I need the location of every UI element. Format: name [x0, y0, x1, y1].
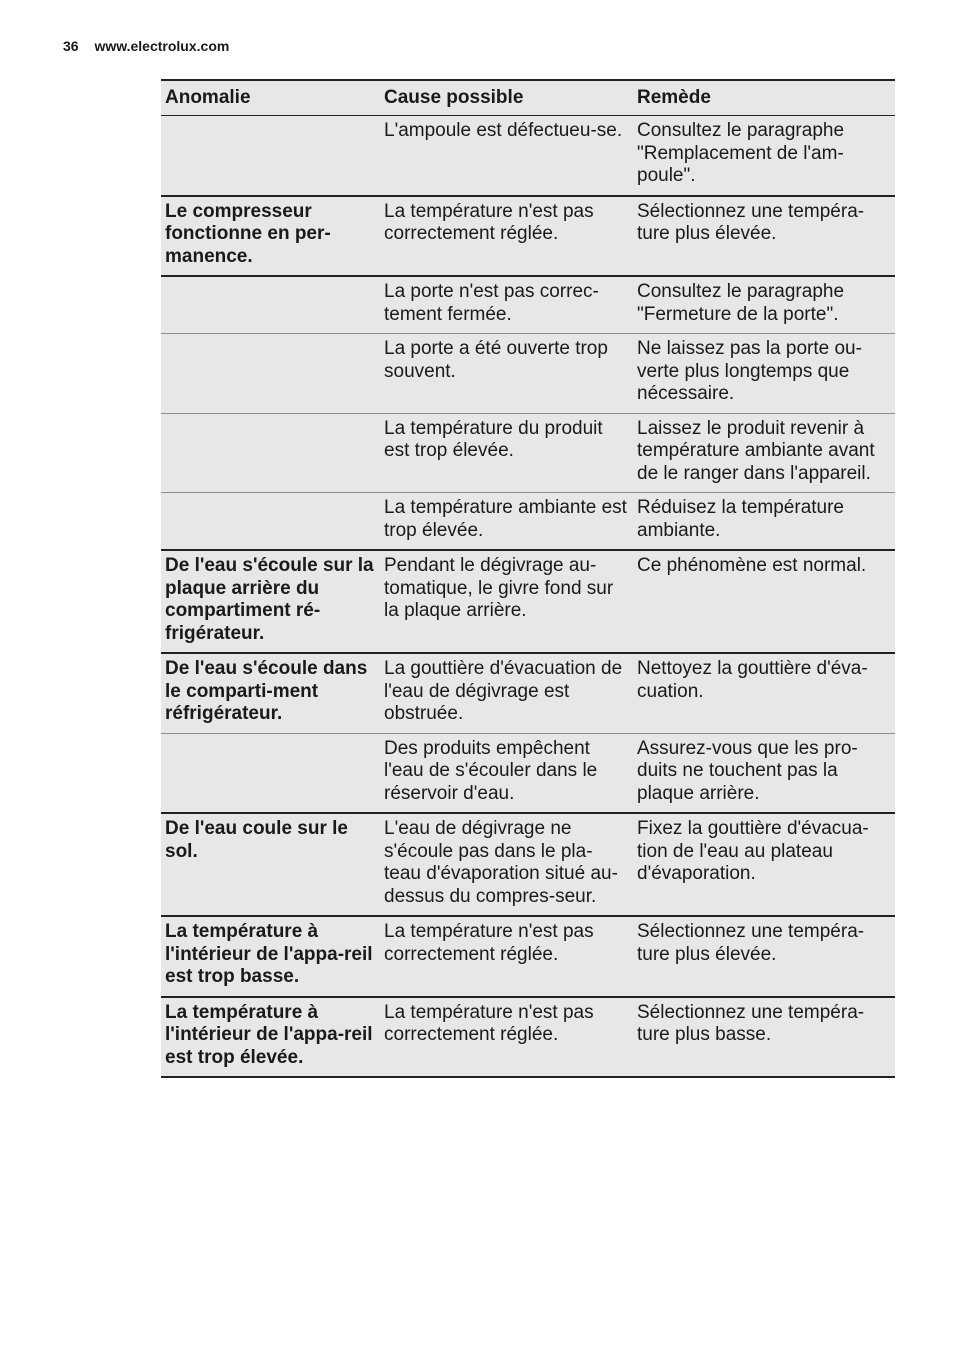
- table-row: [161, 653, 895, 733]
- remedy-cell: Consultez le paragraphe "Fermeture de la porte".: [633, 276, 895, 334]
- table-row: [161, 196, 895, 277]
- anomaly-cell: [161, 413, 380, 493]
- anomaly-cell: [161, 116, 380, 196]
- table-row: [161, 997, 895, 1078]
- cause-cell: La température n'est pas correctement réglée.: [380, 196, 633, 277]
- remedy-cell: Assurez-vous que les pro-duits ne touchent pas la plaque arrière.: [633, 733, 895, 813]
- table-row: [161, 733, 895, 813]
- column-header-anomaly: Anomalie: [161, 80, 380, 116]
- anomaly-cell: Le compresseur fonctionne en per-manence.: [161, 196, 380, 277]
- page-header: [63, 38, 229, 54]
- cause-cell: La porte n'est pas correc-tement fermée.: [380, 276, 633, 334]
- table-row: [161, 916, 895, 997]
- cause-cell: Des produits empêchent l'eau de s'écouler dans le réservoir d'eau.: [380, 733, 633, 813]
- anomaly-cell: [161, 276, 380, 334]
- table-row: [161, 550, 895, 653]
- anomaly-cell: [161, 493, 380, 551]
- remedy-cell: Ne laissez pas la porte ou-verte plus longtemps que nécessaire.: [633, 334, 895, 414]
- remedy-cell: Nettoyez la gouttière d'éva-cuation.: [633, 653, 895, 733]
- troubleshooting-table: [161, 79, 895, 1078]
- remedy-cell: Consultez le paragraphe "Remplacement de l'am-poule".: [633, 116, 895, 196]
- remedy-cell: Sélectionnez une tempéra-ture plus élevée.: [633, 196, 895, 277]
- anomaly-cell: De l'eau coule sur le sol.: [161, 813, 380, 916]
- cause-cell: L'eau de dégivrage ne s'écoule pas dans le pla-teau d'évaporation situé au-dessus du compres-seur.: [380, 813, 633, 916]
- anomaly-cell: [161, 733, 380, 813]
- page-number: 36: [63, 38, 79, 54]
- table-row: [161, 493, 895, 551]
- cause-cell: La température n'est pas correctement réglée.: [380, 916, 633, 997]
- cause-cell: La gouttière d'évacuation de l'eau de dégivrage est obstruée.: [380, 653, 633, 733]
- cause-cell: L'ampoule est défectueu-se.: [380, 116, 633, 196]
- column-header-cause: Cause possible: [380, 80, 633, 116]
- table-row: [161, 116, 895, 196]
- remedy-cell: Sélectionnez une tempéra-ture plus élevée.: [633, 916, 895, 997]
- column-header-remedy: Remède: [633, 80, 895, 116]
- remedy-cell: Laissez le produit revenir à température ambiante avant de le ranger dans l'appareil.: [633, 413, 895, 493]
- table-header-row: [161, 80, 895, 116]
- anomaly-cell: De l'eau s'écoule dans le comparti-ment réfrigérateur.: [161, 653, 380, 733]
- cause-cell: La température du produit est trop élevée.: [380, 413, 633, 493]
- anomaly-cell: La température à l'intérieur de l'appa-reil est trop élevée.: [165, 1001, 373, 1068]
- cause-cell: La température n'est pas correctement réglée.: [384, 1001, 594, 1045]
- remedy-cell: Fixez la gouttière d'évacua-tion de l'eau au plateau d'évaporation.: [633, 813, 895, 916]
- table-row: [161, 334, 895, 414]
- cause-cell: La température ambiante est trop élevée.: [380, 493, 633, 551]
- anomaly-cell: La température à l'intérieur de l'appa-reil est trop basse.: [161, 916, 380, 997]
- table-row: [161, 413, 895, 493]
- table-row: [161, 276, 895, 334]
- table-row: [161, 813, 895, 916]
- remedy-cell: Ce phénomène est normal.: [633, 550, 895, 653]
- website-link[interactable]: www.electrolux.com: [94, 38, 230, 54]
- remedy-cell: Réduisez la température ambiante.: [633, 493, 895, 551]
- cause-cell: Pendant le dégivrage au-tomatique, le givre fond sur la plaque arrière.: [380, 550, 633, 653]
- remedy-cell: Sélectionnez une tempéra-ture plus basse.: [637, 1001, 865, 1045]
- anomaly-cell: [161, 334, 380, 414]
- cause-cell: La porte a été ouverte trop souvent.: [380, 334, 633, 414]
- anomaly-cell: De l'eau s'écoule sur la plaque arrière du compartiment ré-frigérateur.: [161, 550, 380, 653]
